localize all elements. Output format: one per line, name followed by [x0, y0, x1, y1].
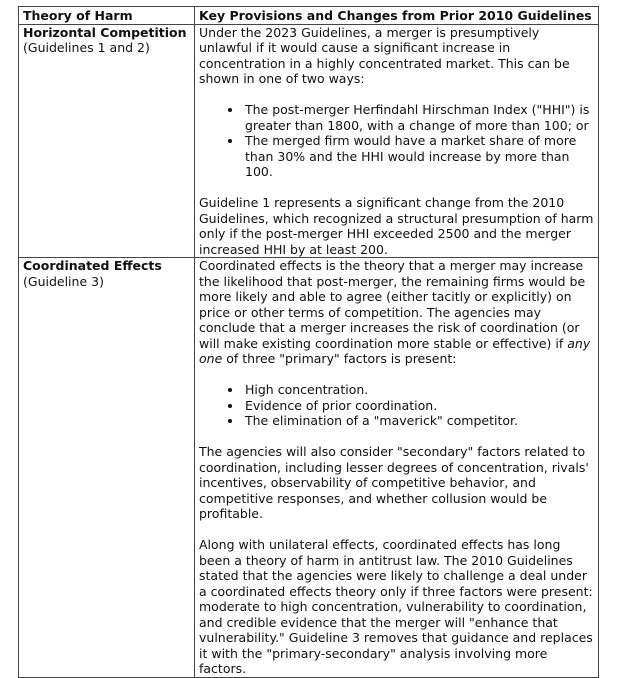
theory-guideline-ref: (Guidelines 1 and 2) — [23, 40, 150, 55]
list-item: • The elimination of a "maverick" competitor. — [243, 413, 594, 429]
provision-intro: Under the 2023 Guidelines, a merger is presumptively unlawful if it would cause a significant increase in concentration in a highly concentrated market. This can be shown in one of two ways: — [199, 24, 570, 86]
table-header-row — [19, 7, 599, 25]
intro-emphasis: any one — [199, 335, 591, 366]
theory-cell — [19, 24, 195, 258]
intro-text: Coordinated effects is the theory that a merger may increase the likelihood that post-merger, the remaining firms would be more likely and able to agree (either tacitly or explicitly) on price or other terms of competition. The agencies may conclude that a merger increases the risk of coordination (or will make existing coordination more stable or effective) if — [199, 258, 586, 351]
provision-closing: Guideline 1 represents a significant change from the 2010 Guidelines, which recognized a structural presumption of harm only if the post-merger HHI exceeded 2500 and the merger increased HHI by at least 200. — [199, 195, 594, 257]
provisions-cell — [195, 24, 599, 258]
provision-closing: Along with unilateral effects, coordinated effects has long been a theory of harm in antitrust law. The 2010 Guidelines stated that the agencies were likely to challenge a deal under a coordinated effects theory only if three factors were present: moderate to high concentration, vulnerability to coordination, and credible evidence that the merger will "enhance that vulnerability." Guideline 3 removes that guidance and replaces it with the "primary-secondary" analysis involving more factors. — [199, 537, 593, 676]
provision-intro — [199, 258, 594, 367]
table-row-horizontal-competition — [19, 24, 599, 258]
provision-bullet-list — [199, 102, 594, 180]
list-item: • The post-merger Herfindahl Hirschman Index ("HHI") is greater than 1800, with a change of more than 100; or — [243, 102, 594, 133]
theory-name: Horizontal Competition — [23, 24, 187, 40]
provisions-cell — [195, 258, 599, 678]
header-theory-of-harm: Theory of Harm — [19, 7, 195, 25]
theory-guideline-ref: (Guideline 3) — [23, 273, 104, 289]
theory-of-harm-table — [18, 6, 599, 678]
intro-text-end: of three "primary" factors is present: — [222, 351, 457, 366]
list-item: • High concentration. — [243, 382, 594, 398]
theory-cell — [19, 258, 195, 678]
provision-secondary-factors: The agencies will also consider "secondary" factors related to coordination, including lesser degrees of concentration, rivals' incentives, observability of competitive behavior, and competitive responses, and whether collusion would be profitable. — [199, 444, 589, 521]
theory-name: Coordinated Effects — [23, 258, 162, 273]
header-key-provisions: Key Provisions and Changes from Prior 2010 Guidelines — [195, 7, 599, 25]
provision-bullet-list — [199, 382, 594, 429]
table-row-coordinated-effects — [19, 258, 599, 678]
list-item: • The merged firm would have a market share of more than 30% and the HHI would increase by more than 100. — [243, 133, 594, 180]
list-item: • Evidence of prior coordination. — [243, 398, 594, 414]
